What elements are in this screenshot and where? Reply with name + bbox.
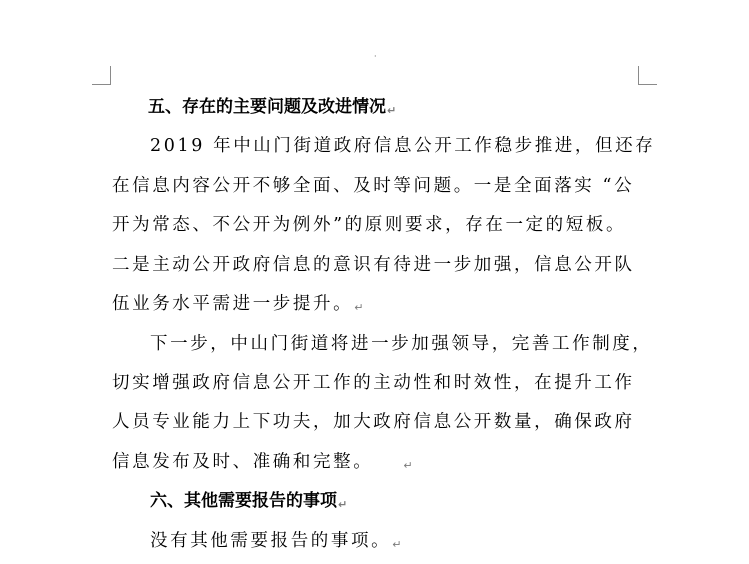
paragraph-mark-icon: ↵ bbox=[403, 459, 413, 472]
para1-line-5[interactable]: 伍业务水平需进一步提升。↵ bbox=[112, 294, 364, 314]
header-marker: · bbox=[374, 52, 377, 61]
para1-line-4[interactable]: 二是主动公开政府信息的意识有待进一步加强，信息公开队 bbox=[112, 255, 635, 275]
section5-heading[interactable]: 五、存在的主要问题及改进情况↵ bbox=[148, 97, 397, 117]
para2-line-2[interactable]: 切实增强政府信息公开工作的主动性和时效性，在提升工作 bbox=[112, 373, 635, 393]
para1-line-3[interactable]: 开为常态、不公开为例外”的原则要求，存在一定的短板。 bbox=[112, 215, 627, 235]
para2-line-1[interactable]: 下一步，中山门街道将进一步加强领导，完善工作制度， bbox=[150, 334, 653, 354]
para2-line-4[interactable]: 信息发布及时、准确和完整。 ↵ bbox=[112, 452, 413, 472]
para1-line-1[interactable]: 2019 年中山门街道政府信息公开工作稳步推进，但还存 bbox=[150, 136, 656, 156]
section6-body[interactable]: 没有其他需要报告的事项。↵ bbox=[150, 531, 402, 551]
paragraph-mark-icon: ↵ bbox=[387, 104, 397, 117]
paragraph-mark-icon: ↵ bbox=[338, 498, 348, 511]
paragraph-mark-icon: ↵ bbox=[354, 301, 364, 314]
crop-mark-right bbox=[638, 66, 657, 85]
paragraph-mark-icon: ↵ bbox=[392, 538, 402, 551]
para2-line-3[interactable]: 人员专业能力上下功夫，加大政府信息公开数量，确保政府 bbox=[112, 412, 635, 432]
para1-line-2[interactable]: 在信息内容公开不够全面、及时等问题。一是全面落实 “公 bbox=[112, 176, 635, 196]
crop-mark-left bbox=[92, 66, 111, 85]
section6-heading[interactable]: 六、其他需要报告的事项↵ bbox=[150, 491, 348, 511]
